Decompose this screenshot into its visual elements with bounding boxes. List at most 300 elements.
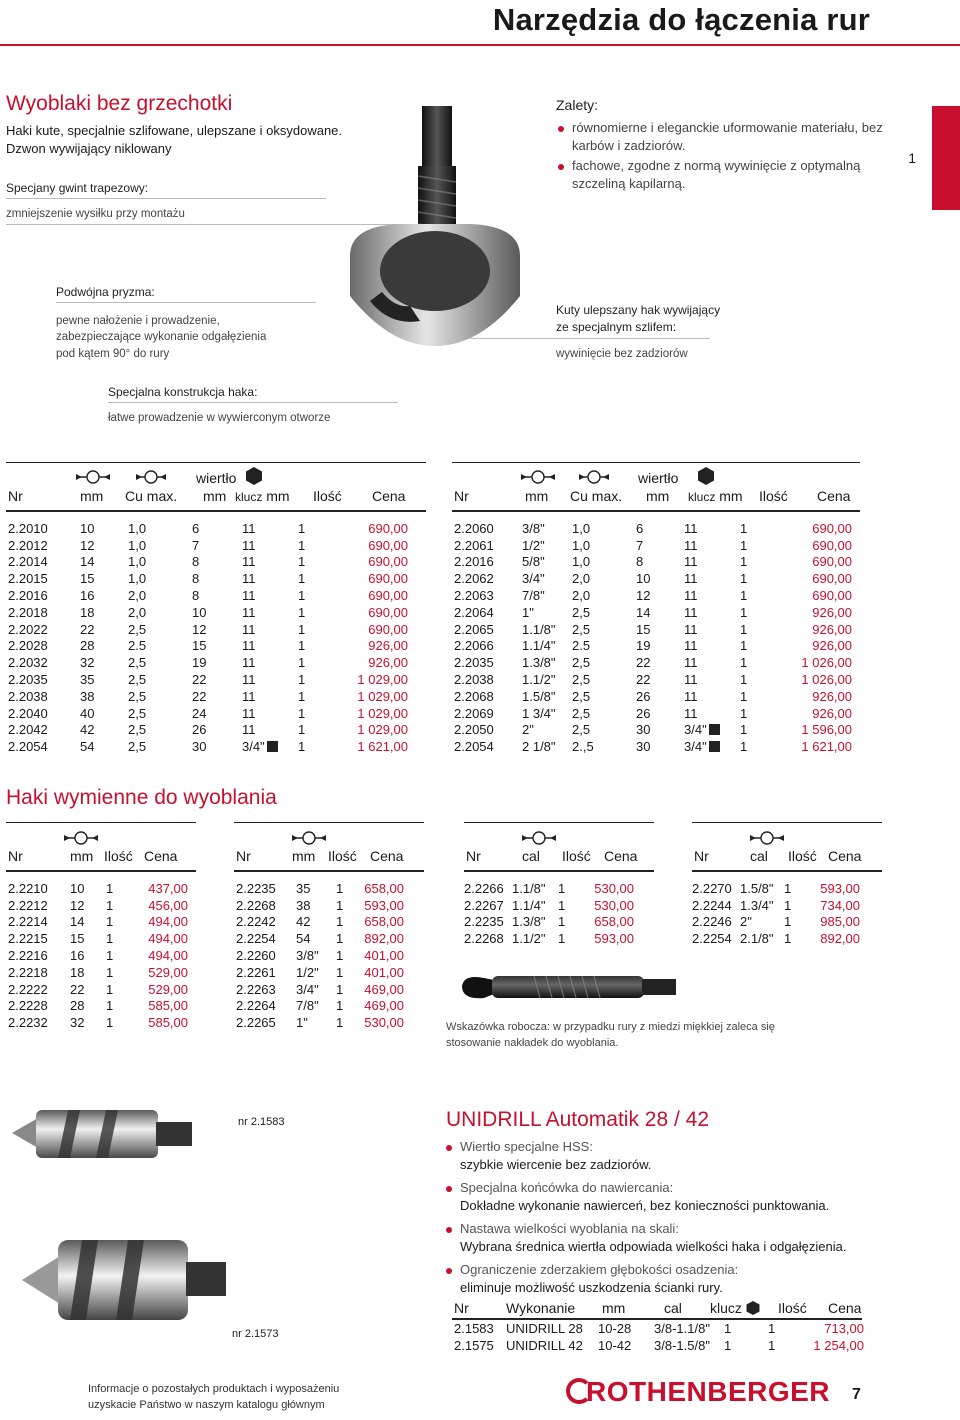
- feature-desc: szybkie wiercenie bez zadziorów.: [460, 1156, 652, 1172]
- table-cell: 7: [636, 537, 644, 553]
- table-cell: 2,5: [572, 722, 591, 738]
- table-cell: 11: [242, 520, 256, 536]
- table-cell: 1.1/8": [522, 621, 556, 637]
- table-cell: 1": [296, 1015, 308, 1031]
- table-cell: 690,00: [812, 588, 852, 604]
- table-row: [236, 930, 404, 947]
- work-hint: Wskazówka robocza: w przypadku rury z miedzi miękkiej zaleca się stosowanie nakładek do wyoblania.: [446, 1021, 775, 1049]
- table-cell: 1.5/8": [522, 688, 556, 704]
- col-klucz-unit: mm: [266, 488, 290, 504]
- table-cell: 1: [298, 621, 306, 637]
- table-cell: 1.1/2": [512, 931, 546, 947]
- col-header: Nr: [8, 848, 23, 864]
- table-cell: 1: [298, 571, 306, 587]
- table-cell: 1 254,00: [813, 1337, 864, 1353]
- outer-diameter-icon: [750, 830, 784, 846]
- page-number: 7: [852, 1386, 861, 1403]
- table-cell: 1: [106, 880, 114, 896]
- table-row: [8, 604, 408, 621]
- table-row: [692, 880, 860, 897]
- table-row: [8, 914, 188, 931]
- table-cell: 1 029,00: [357, 688, 408, 704]
- table-cell: 1/2": [296, 964, 319, 980]
- col-wiertlo: wiertło: [638, 470, 679, 486]
- table-cell: 10-42: [598, 1337, 632, 1353]
- col-klucz: [235, 488, 290, 504]
- table-cell: 28: [80, 638, 95, 654]
- outer-diameter-icon: [521, 469, 555, 485]
- table-cell: 1: [336, 880, 344, 896]
- table-cell: 892,00: [364, 931, 404, 947]
- table-cell: 1: [336, 897, 344, 913]
- table-cell: 1: [740, 655, 748, 671]
- table-cell: 1: [784, 897, 792, 913]
- table-cell: 1: [298, 672, 306, 688]
- table-cell: 32: [70, 1015, 85, 1031]
- table-cell: 469,00: [364, 981, 404, 997]
- table-cell: 2.2265: [236, 1015, 276, 1031]
- table-row: [236, 880, 404, 897]
- col-header: Nr: [466, 848, 481, 864]
- table-row: [454, 705, 852, 722]
- table-cell: 926,00: [812, 621, 852, 637]
- table-row: [8, 981, 188, 998]
- table-cell: 690,00: [368, 520, 408, 536]
- table-row: [8, 738, 408, 755]
- table-cell: 1: [298, 537, 306, 553]
- col-cena: Cena: [817, 488, 851, 504]
- table-cell: 1: [740, 520, 748, 536]
- table-cell: 40: [80, 705, 95, 721]
- table-cell: 1/2": [522, 537, 545, 553]
- table-cell: 2.2061: [454, 537, 494, 553]
- table-cell: 30: [192, 739, 207, 755]
- table-row: [8, 1014, 188, 1031]
- advantages-block: [556, 96, 886, 193]
- table-header-rule: [6, 870, 196, 872]
- table-cell: 1: [784, 880, 792, 896]
- table-cell: 593,00: [820, 880, 860, 896]
- table-cell: 2.2210: [8, 880, 48, 896]
- table-cell: 1: [106, 998, 114, 1014]
- table-cell: 26: [636, 688, 651, 704]
- table-row: [454, 621, 852, 638]
- hooks-table-4: [692, 880, 860, 947]
- table-cell: 1,0: [572, 554, 591, 570]
- table-cell: 2.2032: [8, 655, 48, 671]
- section-title-haki: Haki wymienne do wyoblania: [6, 786, 277, 809]
- table-row: [464, 930, 634, 947]
- table-cell: 16: [70, 948, 85, 964]
- table-cell: 926,00: [368, 655, 408, 671]
- table-cell: 11: [684, 621, 698, 637]
- table-cell: 713,00: [824, 1320, 864, 1336]
- table-row: [8, 947, 188, 964]
- feature-item: [444, 1138, 884, 1173]
- table-cell: 22: [80, 621, 95, 637]
- construct-label: Specjalna konstrukcja haka:: [108, 385, 258, 399]
- table-cell: 1: [298, 520, 306, 536]
- table-cell: 690,00: [812, 520, 852, 536]
- flaring-tool-photo: [310, 96, 550, 376]
- table-cell: 3/8": [296, 948, 319, 964]
- table-row: [236, 981, 404, 998]
- section-subtitle: [6, 122, 342, 158]
- table-cell: 2.2035: [454, 655, 494, 671]
- replacement-hook-photo: [454, 950, 684, 1020]
- table-cell: 2,0: [572, 588, 591, 604]
- table-cell: 19: [636, 638, 651, 654]
- table-row: [454, 738, 852, 755]
- table-cell: 19: [192, 655, 207, 671]
- hex-key-icon: [696, 466, 716, 486]
- hooks-table-2: [236, 880, 404, 1031]
- table-cell: 42: [80, 722, 95, 738]
- table-cell: 3/4": [296, 981, 319, 997]
- table-cell: 892,00: [820, 931, 860, 947]
- table-cell: 1,0: [128, 554, 147, 570]
- table-cell: 2.2267: [464, 897, 504, 913]
- table-cell: 926,00: [812, 604, 852, 620]
- table-cell: 1.1/4": [522, 638, 556, 654]
- table-cell: 1: [106, 981, 114, 997]
- table-cell: 1: [298, 705, 306, 721]
- table-cell: 2.2268: [236, 897, 276, 913]
- hook-callout: [556, 302, 720, 362]
- table-row: [8, 570, 408, 587]
- table-row: [236, 964, 404, 981]
- table-cell: 3/4": [684, 738, 740, 755]
- table-cell: 2,5: [572, 688, 591, 704]
- table-cell: 2.2222: [8, 981, 48, 997]
- unidrill-28-photo: [8, 1088, 198, 1178]
- table-header-rule: [6, 510, 426, 512]
- table-cell: 1: [740, 739, 748, 755]
- table-cell: 30: [636, 722, 651, 738]
- footer-info-line: uzyskacie Państwo w naszym katalogu głównym: [88, 1398, 325, 1411]
- table-cell: 10: [636, 571, 651, 587]
- wall-thickness-icon: [579, 469, 609, 485]
- table-cell: 35: [296, 880, 311, 896]
- table-cell: 2.2054: [454, 739, 494, 755]
- table-cell: 2.2218: [8, 964, 48, 980]
- table-top-rule: [692, 822, 882, 823]
- table-cell: 1.1/8": [512, 880, 546, 896]
- table-cell: 1: [784, 914, 792, 930]
- table-cell: 2.2254: [692, 931, 732, 947]
- table-row: [8, 654, 408, 671]
- table-cell: 1: [336, 981, 344, 997]
- table-row: [8, 964, 188, 981]
- table-cell: 1 026,00: [801, 672, 852, 688]
- table-cell: 2.2266: [464, 880, 504, 896]
- table-cell: 401,00: [364, 948, 404, 964]
- table-cell: 2 1/8": [522, 739, 556, 755]
- table-cell: 690,00: [812, 537, 852, 553]
- table-row: [8, 638, 408, 655]
- col-cena: Cena: [828, 1300, 862, 1316]
- chapter-tab: [932, 106, 960, 210]
- table-row: [8, 621, 408, 638]
- table-cell: 1: [558, 914, 566, 930]
- table-cell: 12: [80, 537, 95, 553]
- table-cell: 1 029,00: [357, 722, 408, 738]
- table-cell: 2.2014: [8, 554, 48, 570]
- table-cell: 2.2214: [8, 914, 48, 930]
- table-cell: 1: [336, 948, 344, 964]
- table-cell: 2.2216: [8, 948, 48, 964]
- table-cell: 1: [106, 948, 114, 964]
- table-cell: 2,5: [572, 655, 591, 671]
- table-cell: 12: [636, 588, 651, 604]
- col-klucz-label: klucz: [235, 490, 263, 504]
- table-cell: 6: [636, 520, 644, 536]
- feature-title: Ograniczenie zderzakiem głębokości osadzenia:: [460, 1262, 739, 1278]
- table-cell: 1.5/8": [740, 880, 774, 896]
- footer-info: [88, 1382, 339, 1414]
- callout-line: [6, 198, 326, 199]
- table-cell: 2,5: [128, 705, 147, 721]
- table-cell: 585,00: [148, 1015, 188, 1031]
- col-cu-max: Cu max.: [125, 488, 178, 504]
- table-cell: 2.2069: [454, 705, 494, 721]
- table-row: [8, 998, 188, 1015]
- table-row: [8, 722, 408, 739]
- feature-item: [444, 1220, 884, 1255]
- col-ilosc: Ilość: [778, 1300, 807, 1316]
- table-cell: 2.2010: [8, 520, 48, 536]
- table-cell: 15: [80, 571, 95, 587]
- table-cell: 2.2065: [454, 621, 494, 637]
- table-cell: 2,5: [128, 688, 147, 704]
- table-cell: 2.2066: [454, 638, 494, 654]
- col-header: mm: [292, 848, 316, 864]
- table-cell: 734,00: [820, 897, 860, 913]
- prism-text: pod kątem 90° do rury: [56, 347, 170, 360]
- unidrill-42-photo: [20, 1200, 230, 1360]
- table-cell: 1: [298, 588, 306, 604]
- construct-callout: [108, 384, 257, 409]
- table-cell: 2.2235: [236, 880, 276, 896]
- table-cell: 690,00: [368, 554, 408, 570]
- feature-desc: eliminuje możliwość uszkodzenia ścianki rury.: [460, 1279, 723, 1295]
- hex-key-icon: [745, 1300, 761, 1316]
- table-row: [454, 654, 852, 671]
- table-cell: 690,00: [368, 588, 408, 604]
- table-row: [236, 897, 404, 914]
- table-cell: 2.2264: [236, 998, 276, 1014]
- table-cell: 1: [336, 914, 344, 930]
- table-cell: 18: [70, 964, 85, 980]
- table-cell: 11: [684, 537, 698, 553]
- table-cell: 530,00: [594, 880, 634, 896]
- table-header-rule: [452, 510, 860, 512]
- col-wiertlo-mm: mm: [646, 488, 670, 504]
- table-cell: 1: [106, 897, 114, 913]
- brand-logo: [566, 1376, 830, 1408]
- table-cell: 15: [636, 621, 651, 637]
- prism-text: pewne nałożenie i prowadzenie,: [56, 315, 220, 328]
- table-cell: 530,00: [364, 1015, 404, 1031]
- table-cell: 2.2068: [454, 688, 494, 704]
- table-header-rule: [464, 870, 654, 872]
- square-drive-icon: [709, 724, 720, 735]
- table-cell: 3/8": [522, 520, 545, 536]
- table-cell: 1: [336, 931, 344, 947]
- table-cell: 26: [636, 705, 651, 721]
- table-cell: 1: [724, 1337, 732, 1353]
- table-row: [454, 537, 852, 554]
- table-cell: 38: [296, 897, 311, 913]
- table-cell: 690,00: [368, 621, 408, 637]
- table-cell: 658,00: [594, 914, 634, 930]
- thread-text: zmniejszenie wysiłku przy montażu: [6, 208, 185, 220]
- table-cell: 985,00: [820, 914, 860, 930]
- table-cell: 2,5: [128, 722, 147, 738]
- table-cell: 2.2038: [454, 672, 494, 688]
- col-header: mm: [70, 848, 94, 864]
- table-cell: 1: [336, 1015, 344, 1031]
- table-cell: 11: [684, 588, 698, 604]
- table-cell: 11: [684, 520, 698, 536]
- col-klucz-label: klucz: [688, 490, 716, 504]
- col-header: Ilość: [328, 848, 357, 864]
- table-cell: 11: [242, 672, 256, 688]
- table-cell: 15: [70, 931, 85, 947]
- col-mm: mm: [525, 488, 549, 504]
- table-cell: 1: [298, 722, 306, 738]
- table-cell: 1: [740, 537, 748, 553]
- col-header: Ilość: [562, 848, 591, 864]
- thread-callout: [6, 180, 148, 197]
- table-cell: 2.2035: [8, 672, 48, 688]
- table-cell: 2.2028: [8, 638, 48, 654]
- col-header: Cena: [370, 848, 404, 864]
- table-cell: 2.5: [128, 638, 147, 654]
- table-cell: 494,00: [148, 914, 188, 930]
- table-row: [236, 998, 404, 1015]
- table-cell: 1: [298, 739, 306, 755]
- col-wiertlo-mm: mm: [203, 488, 227, 504]
- table-cell: 42: [296, 914, 311, 930]
- table-cell: 1: [298, 554, 306, 570]
- table-row: [8, 520, 408, 537]
- outer-diameter-icon: [76, 469, 110, 485]
- table-cell: 1: [106, 964, 114, 980]
- table-cell: 3/8-1.5/8": [654, 1337, 710, 1353]
- table-cell: 2.2254: [236, 931, 276, 947]
- table-cell: 5/8": [522, 554, 545, 570]
- table-cell: 1: [558, 931, 566, 947]
- col-header: Cena: [604, 848, 638, 864]
- table-cell: 1 029,00: [357, 672, 408, 688]
- prism-text: zabezpieczające wykonanie odgałęzienia: [56, 331, 267, 344]
- table-cell: 2,0: [572, 571, 591, 587]
- table-cell: 16: [80, 588, 95, 604]
- table-cell: 2.1583: [454, 1320, 494, 1336]
- table-cell: 593,00: [364, 897, 404, 913]
- table-cell: 456,00: [148, 897, 188, 913]
- table-cell: 690,00: [368, 571, 408, 587]
- prism-label: Podwójna pryzma:: [56, 285, 155, 299]
- col-klucz: [710, 1300, 761, 1316]
- table-cell: 1": [522, 604, 534, 620]
- table-row: [8, 880, 188, 897]
- table-cell: 1: [768, 1337, 776, 1353]
- chapter-number: 1: [908, 150, 916, 166]
- table-top-rule: [452, 462, 860, 463]
- advantages-title: Zalety:: [556, 97, 599, 113]
- table-cell: 2,0: [128, 588, 147, 604]
- table-cell: 1: [558, 880, 566, 896]
- table-cell: 24: [192, 705, 207, 721]
- table-row: [454, 570, 852, 587]
- wall-thickness-icon: [136, 469, 166, 485]
- callout-line: [56, 302, 316, 303]
- table-cell: 529,00: [148, 964, 188, 980]
- table-cell: 1: [768, 1320, 776, 1336]
- label-2-1583: nr 2.1583: [238, 1116, 285, 1128]
- table-top-rule: [234, 822, 424, 823]
- table-cell: 1: [740, 621, 748, 637]
- col-mm: mm: [602, 1300, 626, 1316]
- table-row: [8, 705, 408, 722]
- table-cell: 1: [740, 722, 748, 738]
- section-title-unidrill: UNIDRILL Automatik 28 / 42: [446, 1108, 710, 1131]
- page-title: Narzędzia do łączenia rur: [492, 2, 870, 37]
- table-cell: 14: [70, 914, 85, 930]
- table-cell: 11: [684, 638, 698, 654]
- table-cell: 1: [784, 931, 792, 947]
- table-cell: 22: [70, 981, 85, 997]
- table-cell: 11: [242, 554, 256, 570]
- table-cell: UNIDRILL 28: [506, 1320, 583, 1336]
- table-cell: 8: [192, 588, 200, 604]
- col-ilosc: Ilość: [313, 488, 342, 504]
- table-cell: 494,00: [148, 948, 188, 964]
- table-cell: 1.3/4": [740, 897, 774, 913]
- table-cell: 1 029,00: [357, 705, 408, 721]
- table-cell: 2": [740, 914, 752, 930]
- table-cell: 1: [298, 604, 306, 620]
- table-cell: 28: [70, 998, 85, 1014]
- hook-text: wywinięcie bez zadziorów: [556, 348, 688, 361]
- table-cell: 22: [636, 655, 651, 671]
- table-cell: 1,0: [128, 537, 147, 553]
- col-cu-max: Cu max.: [570, 488, 623, 504]
- table-cell: 2.2054: [8, 739, 48, 755]
- table-cell: 14: [80, 554, 95, 570]
- outer-diameter-icon: [522, 830, 556, 846]
- hooks-table-3: [464, 880, 634, 947]
- table-cell: 11: [242, 688, 256, 704]
- table-cell: 54: [296, 931, 311, 947]
- col-header: cal: [522, 848, 540, 864]
- table-row: [692, 914, 860, 931]
- table-row: [8, 930, 188, 947]
- col-ilosc: Ilość: [759, 488, 788, 504]
- table-cell: 1: [298, 655, 306, 671]
- table-cell: 2.2012: [8, 537, 48, 553]
- table-cell: 1 621,00: [357, 739, 408, 755]
- table-cell: 2.2018: [8, 604, 48, 620]
- section-title-wyoblaki: Wyoblaki bez grzechotki: [6, 92, 233, 115]
- table-cell: 3/4": [522, 571, 545, 587]
- table-cell: 2.2261: [236, 964, 276, 980]
- table-cell: 1: [106, 914, 114, 930]
- brand-name: ROTHENBERGER: [586, 1376, 831, 1407]
- table-cell: 7: [192, 537, 200, 553]
